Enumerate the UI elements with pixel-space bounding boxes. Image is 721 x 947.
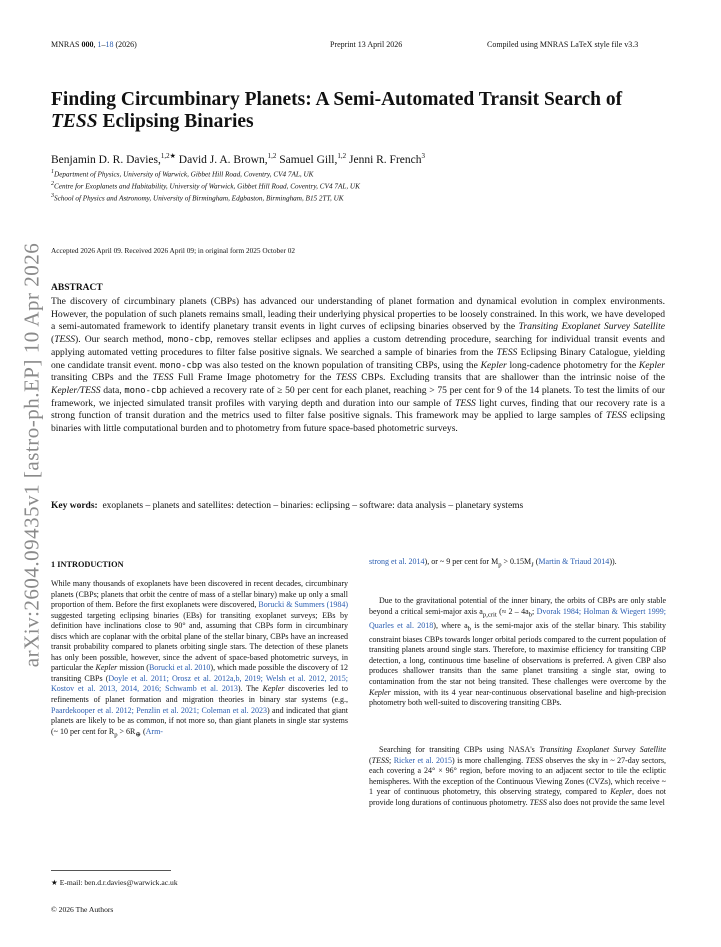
citation-link[interactable]: Martin & Triaud 2014 xyxy=(538,557,610,566)
citation-link[interactable]: Borucki et al. 2010 xyxy=(148,663,211,673)
author-list: Benjamin D. R. Davies,$^{1,2★}$ David J. A. Brown,$^{1,2}$ Samuel Gill,$^{1,2}$ Jenni R. French$^3$ xyxy=(51,152,425,166)
running-header-journal: MNRAS 000, 1–18 (2026) xyxy=(51,40,137,49)
affiliation-1: $^1$Department of Physics, University of Warwick, Gibbet Hill Road, Coventry, CV4 7AL, UK xyxy=(51,169,314,179)
citation-link[interactable]: Borucki & Summers (1984) xyxy=(258,600,348,610)
citation-link[interactable]: Arm- xyxy=(145,726,163,736)
citation-link[interactable]: strong et al. 2014 xyxy=(369,557,425,566)
abstract-body: The discovery of circumbinary planets (CBPs) has advanced our understanding of planet formation and dynamical evolution in complex environments. However, the population of such planets remains small, leading their underlying physical properties to be loosely constrained. In this work, we have developed a semi-automated framework to identify planetary transit events in light curves of eclipsing binaries observed by the Transiting Exoplanet Survey Satellite (TESS). Our search method, mono-cbp, removes stellar eclipses and applies a custom detrending procedure, searching for individual transit events and applying automated vetting procedures to filter false positive signals. We searched a sample of binaries from the TESS Eclipsing Binary Catalogue, yielding one candidate transit event. mono-cbp was also tested on the known population of transiting CBPs, using the Kepler long-cadence photometry for the Kepler transiting CBPs and the TESS Full Frame Image photometry for the TESS CBPs. Excluding transits that are shallower than the intrinsic noise of the Kepler/TESS data, mono-cbp achieved a recovery rate of ≥ 50 per cent for each planet, reaching > 75 per cent for 9 of the 14 planets. To test the limits of our framework, we injected simulated transit profiles with varying depth and duration into our sample of TESS light curves, finding that our recovery rate is a strong function of transit duration and the metrics used to filter false positive signals. This framework may be applied to large samples of TESS eclipsing binaries with little computational burden and to photometry from future space-based photometric surveys. xyxy=(51,296,666,435)
affiliation-3: $^3$School of Physics and Astronomy, University of Birmingham, Edgbaston, Birmingham, B15 2TT, UK xyxy=(51,193,344,203)
running-header-style: Compiled using MNRAS LaTeX style file v3.3 xyxy=(487,40,639,49)
paper-title: Finding Circumbinary Planets: A Semi-Automated Transit Search of TESS Eclipsing Binaries xyxy=(51,89,623,133)
citation-link[interactable]: Paardekooper et al. 2012; Penzlin et al. 2021; Coleman et al. 2023 xyxy=(51,705,267,715)
keywords-text: exoplanets – planets and satellites: detection – binaries: eclipsing – software: data analysis – planetary systems xyxy=(102,501,524,511)
arxiv-id: arXiv:2604.09435v1 [astro-ph.EP] 10 Apr 2026 xyxy=(19,242,44,668)
citation-link[interactable]: Dvorak 1984; Holman & Wiegert 1999; Quarles et al. 2018 xyxy=(369,606,666,630)
affiliation-2: $^2$Centre for Exoplanets and Habitability, University of Warwick, Gibbet Hill Road, Coventry, CV4 7AL, UK xyxy=(51,181,360,191)
citation-link[interactable]: Doyle et al. 2011; Orosz et al. 2012a,b, 2019; Welsh et al. 2012, 2015; Kostov et al. 2013, 2014, 2016; Schwamb et al. 2013 xyxy=(51,673,348,694)
arxiv-stamp xyxy=(12,240,52,670)
intro-paragraph-stability: Due to the gravitational potential of the inner binary, the orbits of CBPs are only stable beyond a critical semi-major axis $a_{p,crit}$ (≈ $2 - 4a_b$; Dvorak 1984; Holman & Wiegert 1999; Quarles et al. 2018), where $a_b$ is the semi-major axis of the stellar binary. This stability constraint biases CBPs towards longer orbital periods compared to the current population of transiting planets around single stars. Therefore, to maximise efficiency for transiting CBP detection, a long, continuous time baseline of observations is preferred. A given CBP also produces shallower transits than the same planet transiting a single star, owing to contamination from the star not being transited. These challenges were overcome by the Kepler mission, with its 4 year near-continuous observational baseline and high-precision photometry both well-suited to discovering transiting CBPs. xyxy=(369,596,667,708)
submission-dates: Accepted 2026 April 09. Received 2026 April 09; in original form 2025 October 02 xyxy=(51,246,295,255)
footnote-rule xyxy=(51,870,171,871)
citation-link[interactable]: Ricker et al. 2015 xyxy=(393,755,452,765)
intro-paragraph-tess: Searching for transiting CBPs using NASA's Transiting Exoplanet Survey Satellite (TESS; Ricker et al. 2015) is more challenging. TESS observes the sky in ~ 27-day sectors, each covering a 24° × 96° region, before moving to an adjacent sector to tile the ecliptic hemispheres. With the exception of the Continuous Viewing Zones (CVZs), which receive ~ 1 year of continuous photometry, this observing strategy, compared to Kepler, does not provide long durations of continuous photometry. TESS also does not provide the same level xyxy=(369,745,667,807)
page-range-start-link[interactable]: 1 xyxy=(97,40,102,49)
keywords-label: Key words: xyxy=(51,501,98,511)
intro-column-left: While many thousands of exoplanets have been discovered in recent decades, circumbinary planets (CBPs; planets that orbit the centre of mass of a stellar binary) make up only a small proportion of them. Before the first exoplanets were discovered, Borucki & Summers (1984) suggested targeting eclipsing binaries (EBs) for transiting exoplanet surveys; EBs by definition have inclinations close to 90° and, assuming that CBPs form in circumbinary discs which are coplanar with the orbital plane of the stellar binary, CBPs have an increased transit probability compared to planets orbiting single stars. The detection of these planets has only been possible, however, since the advent of space-based photometric surveys, in particular the Kepler mission (Borucki et al. 2010), which made possible the discovery of 12 transiting CBPs (Doyle et al. 2011; Orosz et al. 2012a,b, 2019; Welsh et al. 2012, 2015; Kostov et al. 2013, 2014, 2016; Schwamb et al. 2013). The Kepler discoveries led to refinements of planet formation and migration theories in binary star systems (e.g., Paardekooper et al. 2012; Penzlin et al. 2021; Coleman et al. 2023) and indicated that giant planets are likely to be as common, if not more so, than giant planets in single star systems (~ 10 per cent for $R_p > 6R_\oplus$ (Arm- xyxy=(51,579,349,739)
keywords xyxy=(51,501,671,511)
copyright-notice: © 2026 The Authors xyxy=(51,905,114,914)
abstract-heading: ABSTRACT xyxy=(51,283,103,293)
section-heading-introduction: 1 INTRODUCTION xyxy=(51,560,124,569)
running-header-preprint: Preprint 13 April 2026 xyxy=(330,40,403,49)
footnote-email: ★ E-mail: ben.d.r.davies@warwick.ac.uk xyxy=(51,878,178,887)
page-range-end-link[interactable]: 18 xyxy=(105,40,114,49)
intro-column-right-continued: strong et al. 2014), or ~ 9 per cent for $M_p > 0.15M_J$ (Martin & Triaud 2014)). xyxy=(369,557,617,569)
